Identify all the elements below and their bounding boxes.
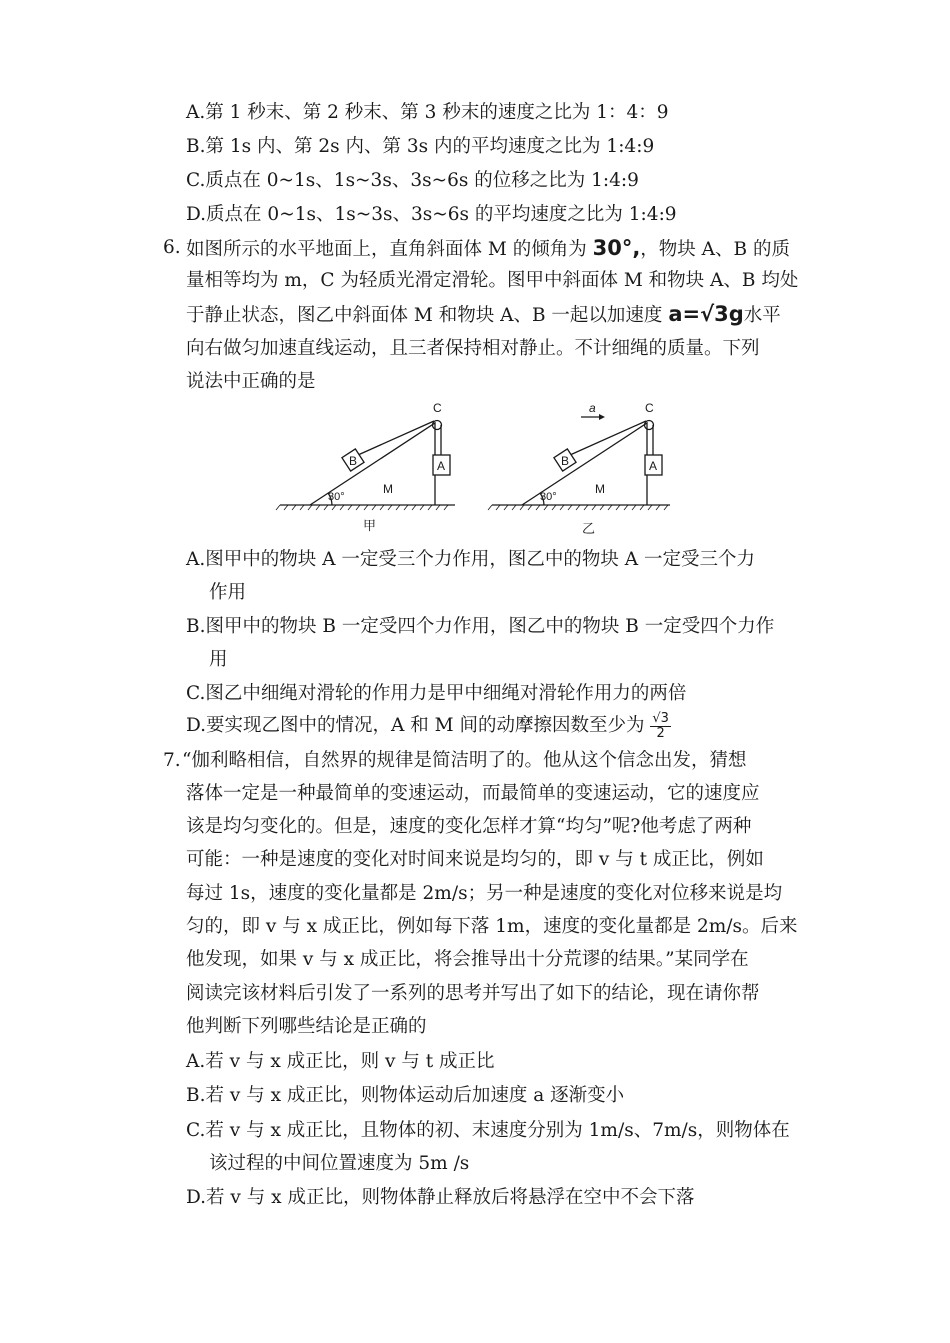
label-a-right: A [649, 459, 658, 473]
label-b-right: B [561, 454, 570, 468]
q7-stem-line1: “伽利略相信，自然界的规律是简洁明了的。他从这个信念出发，猜想 [182, 750, 747, 771]
label-c-right: C [645, 401, 654, 415]
q7-option-a: A.若 v 与 x 成正比，则 v 与 t 成正比 [186, 1051, 495, 1072]
q6-stem-line2: 量相等均为 m，C 为轻质光滑定滑轮。图甲中斜面体 M 和物块 A、B 均处 [186, 270, 799, 291]
q7-stem-line2: 落体一定是一种最简单的变速运动，而最简单的变速运动，它的速度应 [186, 783, 760, 804]
q5-option-d: D.质点在 0~1s、1s~3s、3s~6s 的平均速度之比为 1:4:9 [186, 204, 677, 225]
pulley-right [645, 421, 654, 430]
q6-option-c: C.图乙中细绳对滑轮的作用力是甲中细绳对滑轮作用力的两倍 [186, 683, 687, 704]
q7-stem-line7: 他发现，如果 v 与 x 成正比，将会推导出十分荒谬的结果。”某同学在 [186, 949, 749, 970]
ground-hatch-left [276, 505, 448, 510]
q6-number: 6. [163, 237, 181, 258]
q6-stem-line5: 说法中正确的是 [186, 371, 316, 392]
accel-arrowhead [599, 414, 605, 420]
q6-option-d: D.要实现乙图中的情况，A 和 M 间的动摩擦因数至少为 $\frac{√3}{2}$ [186, 710, 669, 741]
q6-option-a-line1: A.图甲中的物块 A 一定受三个力作用，图乙中的物块 A 一定受三个力 [186, 549, 755, 570]
label-m-left: M [383, 482, 393, 496]
q7-stem-line3: 该是均匀变化的。但是，速度的变化怎样才算“均匀”呢?他考虑了两种 [186, 816, 752, 837]
q6-option-a-line2: 作用 [209, 582, 247, 603]
label-a-left: A [437, 459, 446, 473]
q7-option-b: B.若 v 与 x 成正比，则物体运动后加速度 a 逐渐变小 [186, 1085, 625, 1106]
q6-stem-line4: 向右做匀加速直线运动，且三者保持相对静止。不计细绳的质量。下列 [186, 338, 760, 359]
q7-stem-line6: 匀的，即 v 与 x 成正比，例如每下落 1m，速度的变化量都是 2m/s。后来 [186, 916, 798, 937]
acceleration-formula: a=√3g [668, 302, 744, 326]
q6-option-b-line1: B.图甲中的物块 B 一定受四个力作用，图乙中的物块 B 一定受四个力作 [186, 616, 775, 637]
caption-jia: 甲 [363, 518, 377, 533]
q7-number: 7. [163, 750, 181, 771]
label-m-right: M [595, 482, 605, 496]
q7-option-d: D.若 v 与 x 成正比，则物体静止释放后将悬浮在空中不会下落 [186, 1187, 695, 1208]
label-angle-right: 30° [540, 491, 557, 503]
q7-stem-line8: 阅读完该材料后引发了一系列的思考并写出了如下的结论，现在请你帮 [186, 983, 760, 1004]
angle-formula: 30°, [592, 236, 641, 260]
q7-stem-line4: 可能：一种是速度的变化对时间来说是均匀的，即 v 与 t 成正比，例如 [186, 849, 764, 870]
q6-stem-line3: 于静止状态，图乙中斜面体 M 和物块 A、B 一起以加速度 a=√3g水平 [186, 302, 781, 326]
ground-hatch-right [488, 505, 668, 510]
q6-option-b-line2: 用 [209, 649, 228, 670]
caption-yi: 乙 [582, 521, 596, 536]
label-b-left: B [349, 454, 358, 468]
q6-figure [270, 395, 690, 540]
q5-option-b: B.第 1s 内、第 2s 内、第 3s 内的平均速度之比为 1:4:9 [186, 136, 655, 157]
q6-stem-line1: 如图所示的水平地面上，直角斜面体 M 的倾角为 30°,，物块 A、B 的质 [186, 236, 791, 260]
label-accel: a [589, 401, 596, 415]
fraction-sqrt3-over-2: $\frac{√3}{2}$ [652, 710, 669, 741]
q5-option-c: C.质点在 0~1s、1s~3s、3s~6s 的位移之比为 1:4:9 [186, 170, 639, 191]
q5-option-a: A.第 1 秒末、第 2 秒末、第 3 秒末的速度之比为 1：4：9 [186, 102, 669, 123]
pulley-left [433, 421, 442, 430]
q7-option-c-line2: 该过程的中间位置速度为 5m /s [209, 1153, 470, 1174]
q7-option-c-line1: C.若 v 与 x 成正比，且物体的初、末速度分别为 1m/s、7m/s，则物体在 [186, 1120, 790, 1141]
rope-right-incline [570, 421, 646, 455]
q7-stem-line5: 每过 1s，速度的变化量都是 2m/s；另一种是速度的变化对位移来说是均 [186, 883, 783, 904]
label-angle-left: 30° [328, 491, 345, 503]
rope-left-incline [358, 421, 434, 455]
label-c-left: C [433, 401, 442, 415]
q7-stem-line9: 他判断下列哪些结论是正确的 [186, 1016, 427, 1037]
